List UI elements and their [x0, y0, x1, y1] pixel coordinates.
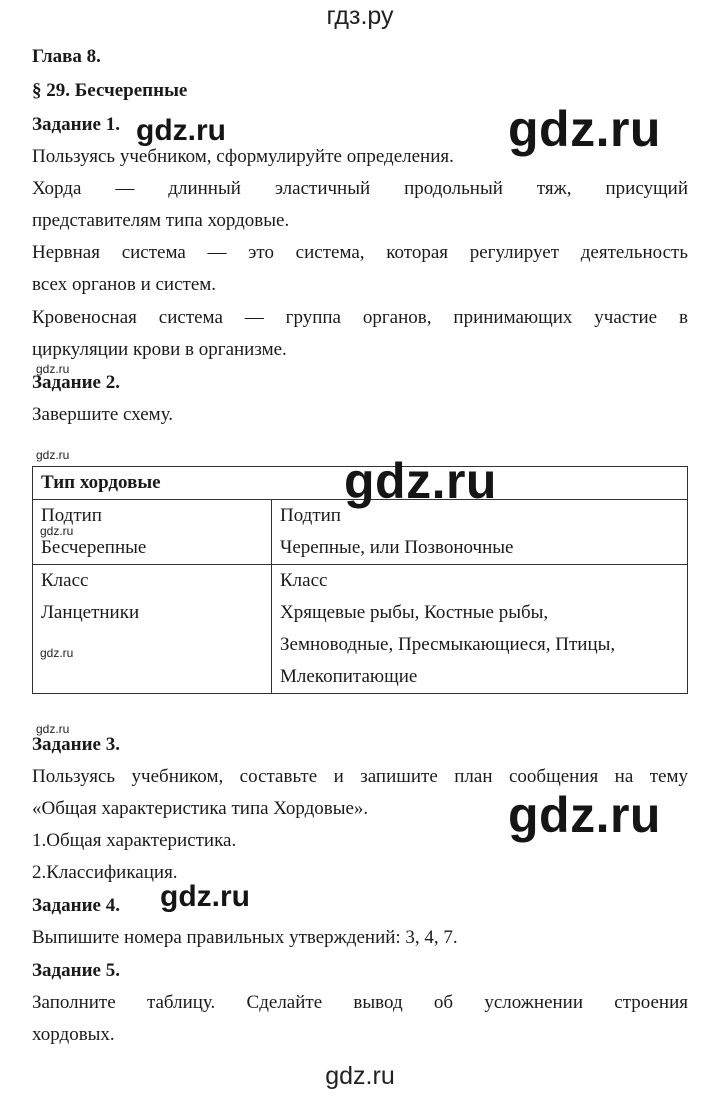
site-footer: gdz.ru [325, 1062, 395, 1090]
section-heading: § 29. Бесчерепные [32, 80, 188, 101]
class-label: Класс [41, 570, 89, 591]
task2-instruction: Завершите схему. [32, 404, 174, 425]
plan-item-2: 2.Классификация. [32, 862, 178, 883]
class-value-line: Хрящевые рыбы, Костные рыбы, [280, 602, 549, 623]
task4-title: Задание 4. [32, 895, 120, 916]
task3-instruction-line2: «Общая характеристика типа Хордовые». [32, 798, 369, 819]
task3-title: Задание 3. [32, 734, 120, 755]
watermark-logo: gdz.ru [508, 787, 661, 843]
class-value: Ланцетники [41, 602, 140, 623]
class-value-line: Земноводные, Пресмыкающиеся, Птицы, [280, 634, 616, 655]
task1-instruction: Пользуясь учебником, сформулируйте определения. [32, 146, 454, 167]
class-value-line: Млекопитающие [280, 666, 418, 687]
chapter-heading: Глава 8. [32, 46, 101, 67]
subtype-value: Бесчерепные [41, 537, 147, 558]
task1-title: Задание 1. [32, 114, 120, 135]
task5-line2: хордовых. [32, 1024, 115, 1045]
subtype-value: Черепные, или Позвоночные [280, 537, 514, 558]
task5-line1: Заполните таблицу. Сделайте вывод об усложнении строения [32, 992, 688, 1013]
definition-chord-line1: Хорда — длинный эластичный продольный тяж, присущий [32, 178, 688, 199]
watermark-logo: gdz.ru [36, 362, 70, 376]
watermark-logo: gdz.ru [160, 880, 250, 913]
definition-nervous-line1: Нервная система — это система, которая регулирует деятельность [32, 242, 688, 263]
watermark-logo: gdz.ru [344, 453, 497, 509]
definition-circulatory-line2: циркуляции крови в организме. [32, 339, 287, 360]
class-label: Класс [280, 570, 328, 591]
definition-circulatory-line1: Кровеносная система — группа органов, принимающих участие в [32, 307, 688, 328]
subtype-label: Подтип [41, 505, 102, 526]
subtype-label: Подтип [280, 505, 341, 526]
watermark-logo: gdz.ru [40, 524, 74, 538]
definition-chord-line2: представителям типа хордовые. [32, 210, 290, 231]
plan-item-1: 1.Общая характеристика. [32, 830, 237, 851]
definition-nervous-line2: всех органов и систем. [32, 274, 217, 295]
table-header: Тип хордовые [41, 472, 161, 493]
table-cell-class-left [33, 565, 272, 694]
task5-title: Задание 5. [32, 960, 120, 981]
watermark-logo: gdz.ru [36, 722, 70, 736]
site-header: гдз.ру [326, 2, 394, 30]
watermark-logo: gdz.ru [508, 101, 661, 157]
task4-text: Выпишите номера правильных утверждений: 3, 4, 7. [32, 927, 458, 948]
watermark-logo: gdz.ru [36, 448, 70, 462]
table-cell-class-right [272, 565, 688, 694]
task2-title: Задание 2. [32, 372, 120, 393]
task3-instruction-line1: Пользуясь учебником, составьте и запишите план сообщения на тему [32, 766, 688, 787]
watermark-logo: gdz.ru [40, 646, 74, 660]
watermark-logo: gdz.ru [136, 114, 226, 147]
